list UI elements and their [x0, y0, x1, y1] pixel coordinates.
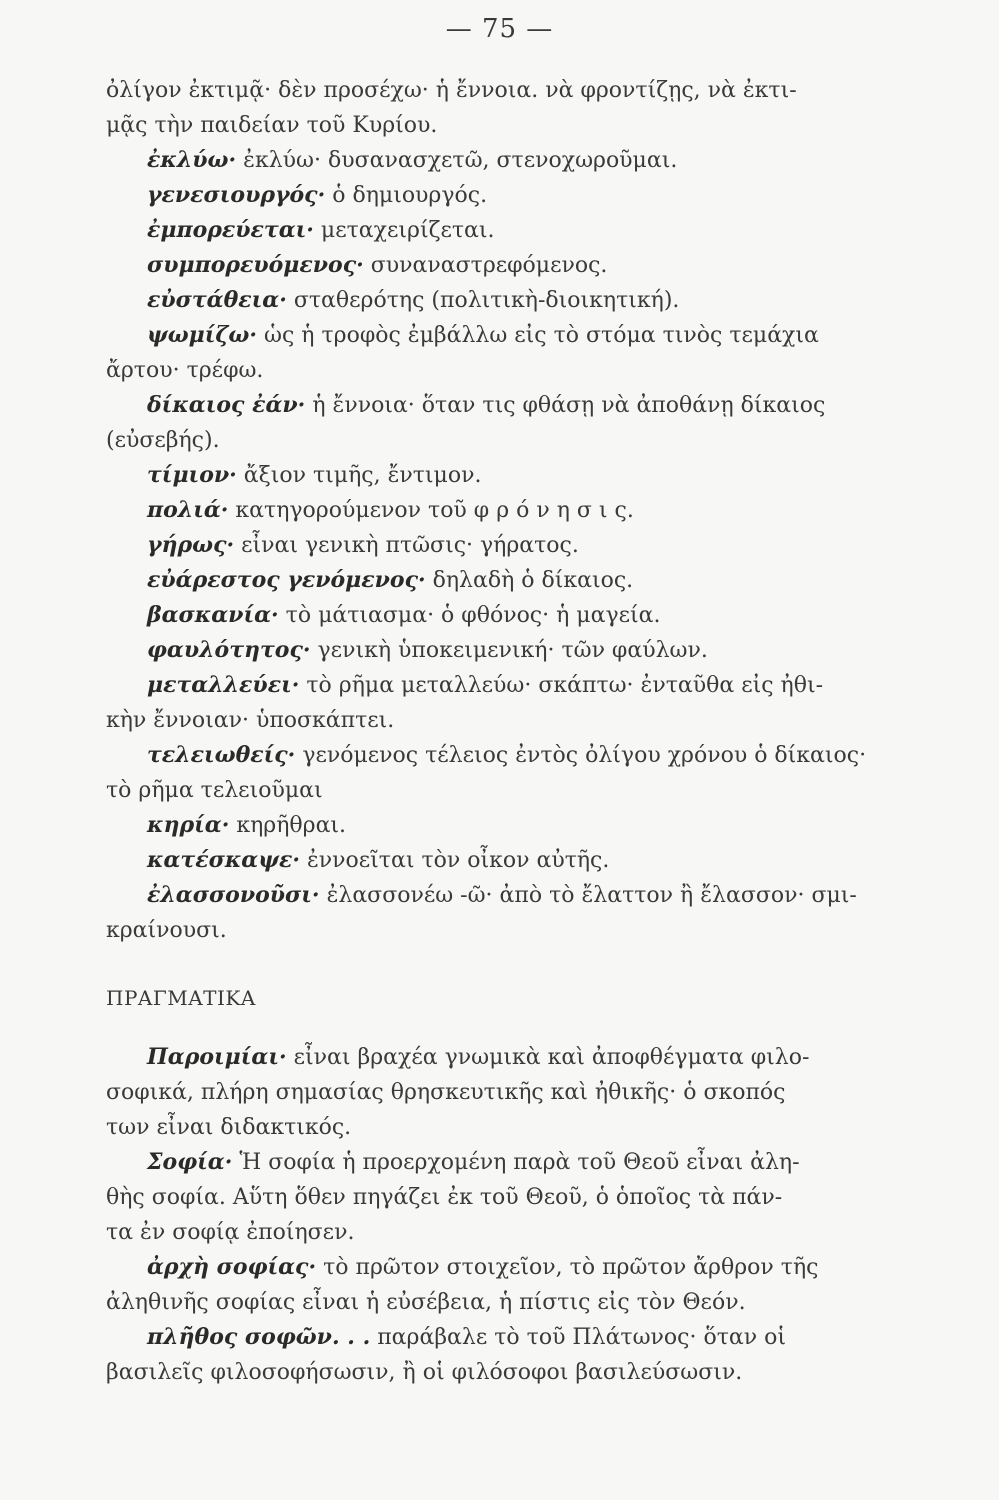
glossary-entry — [106, 178, 896, 213]
glossary-entry — [106, 843, 896, 878]
entry-text: δηλαδὴ ὁ δίκαιος. — [425, 568, 634, 593]
text-line — [106, 1215, 896, 1250]
entry-text: κὴν ἔννοιαν· ὑποσκάπτει. — [106, 708, 395, 733]
entry-term: πλῆθος σοφῶν. . . — [147, 1324, 371, 1350]
entry-text: ὁ δημιουργός. — [325, 183, 488, 208]
pragmatika-entry — [106, 1145, 896, 1250]
text-line — [106, 668, 896, 703]
section-heading: ΠΡΑΓΜΑΤΙΚΑ — [106, 986, 256, 1010]
pragmatika-entries — [106, 1040, 896, 1390]
glossary-entry — [106, 248, 896, 283]
entry-text: ἄρτου· τρέφω. — [106, 358, 264, 383]
entry-text: γενικὴ ὑποκειμενική· τῶν φαύλων. — [310, 638, 708, 663]
glossary-entry — [106, 563, 896, 598]
entry-term: γενεσιουργός· — [147, 182, 326, 208]
entry-text: των εἶναι διδακτικός. — [106, 1115, 352, 1140]
glossary-entry — [106, 668, 896, 738]
entry-text: σοφικά, πλήρη σημασίας θρησκευτικῆς καὶ ἠθικῆς· ὁ σκοπός — [106, 1080, 786, 1105]
text-line — [106, 1040, 896, 1075]
glossary-entry — [106, 738, 896, 808]
entry-term: τίμιον· — [147, 462, 237, 488]
entry-term: τελειωθείς· — [147, 742, 296, 768]
entry-term: κατέσκαψε· — [147, 847, 300, 873]
glossary-entry — [106, 808, 896, 843]
text-line — [106, 108, 896, 143]
entry-text: μεταχειρίζεται. — [313, 218, 495, 243]
entry-term: βασκανία· — [147, 602, 279, 628]
text-line — [106, 1145, 896, 1180]
entry-text: (εὐσεβής). — [106, 428, 220, 453]
glossary-entry — [106, 73, 896, 143]
entry-term: δίκαιος ἐάν· — [147, 392, 306, 418]
glossary-entry — [106, 283, 896, 318]
text-line — [106, 528, 896, 563]
entry-text: βασιλεῖς φιλοσοφήσωσιν, ἢ οἱ φιλόσοφοι βασιλεύσωσιν. — [106, 1360, 743, 1385]
entry-term: ἐκλύω· — [147, 147, 237, 173]
text-line — [106, 388, 896, 423]
glossary-entry — [106, 213, 896, 248]
text-line — [106, 73, 896, 108]
pragmatika-section — [106, 981, 896, 1390]
text-line — [106, 283, 896, 318]
entry-term: ἐλασσονοῦσι· — [147, 882, 320, 908]
entry-term: μεταλλεύει· — [147, 672, 300, 698]
text-line — [106, 318, 896, 353]
entry-text: ἐννοεῖται τὸν οἶκον αὐτῆς. — [299, 848, 610, 873]
pragmatika-entry — [106, 1320, 896, 1390]
glossary-entry — [106, 493, 896, 528]
glossary-entry — [106, 318, 896, 388]
entry-term: ἀρχὴ σοφίας· — [147, 1254, 317, 1280]
entry-text: εἶναι γενικὴ πτῶσις· γήρατος. — [234, 533, 579, 558]
glossary-entry — [106, 458, 896, 493]
text-line — [106, 1285, 896, 1320]
entry-term: Παροιμίαι· — [147, 1044, 287, 1070]
entry-term: γήρως· — [147, 532, 235, 558]
entry-term: εὐστάθεια· — [147, 287, 287, 313]
glossary-entry — [106, 528, 896, 563]
entry-text: ἐλασσονέω -ῶ· ἀπὸ τὸ ἔλαττον ἢ ἔλασσον· σμι- — [319, 883, 857, 908]
entry-text: ὀλίγον ἐκτιμᾷ· δὲν προσέχω· ἡ ἔννοια. νὰ φροντίζῃς, νὰ ἐκτι- — [106, 78, 797, 103]
entry-text: συναναστρεφόμενος. — [363, 253, 608, 278]
entry-text: τὸ μάτιασμα· ὁ φθόνος· ἡ μαγεία. — [278, 603, 661, 628]
text-line — [106, 178, 896, 213]
text-line — [106, 458, 896, 493]
pragmatika-entry — [106, 1250, 896, 1320]
text-line — [106, 1355, 896, 1390]
entry-text: κραίνουσι. — [106, 918, 227, 943]
entry-text: παράβαλε τὸ τοῦ Πλάτωνος· ὅταν οἱ — [370, 1325, 786, 1350]
entry-text: θὴς σοφία. Αὕτη ὅθεν πηγάζει ἐκ τοῦ Θεοῦ, ὁ ὁποῖος τὰ πάν- — [106, 1185, 783, 1210]
text-line — [106, 1075, 896, 1110]
text-line — [106, 598, 896, 633]
text-line — [106, 353, 896, 388]
text-line — [106, 633, 896, 668]
text-line — [106, 1110, 896, 1145]
page-number: — 75 — — [445, 14, 554, 44]
glossary-entry — [106, 598, 896, 633]
text-line — [106, 703, 896, 738]
text-line — [106, 143, 896, 178]
text-line — [106, 843, 896, 878]
glossary-section — [106, 73, 896, 948]
entry-text: ἡ ἔννοια· ὅταν τις φθάσῃ νὰ ἀποθάνῃ δίκαιος — [305, 393, 826, 418]
glossary-entry — [106, 633, 896, 668]
text-line — [106, 493, 896, 528]
text-line — [106, 773, 896, 808]
entry-text: ἄξιον τιμῆς, ἔντιμον. — [236, 463, 482, 488]
entry-term: Σοφία· — [147, 1149, 233, 1175]
pragmatika-entry — [106, 1040, 896, 1145]
entry-text: Ἡ σοφία ἡ προερχομένη παρὰ τοῦ Θεοῦ εἶναι ἀλη- — [232, 1150, 800, 1175]
entry-term: φαυλότητος· — [147, 637, 311, 663]
text-line — [106, 738, 896, 773]
entry-text: κηρῆθραι. — [229, 813, 347, 838]
entry-text: τὸ ρῆμα μεταλλεύω· σκάπτω· ἐνταῦθα εἰς ἠθι- — [299, 673, 824, 698]
entry-term: ἐμπορεύεται· — [147, 217, 314, 243]
entry-term: εὐάρεστος γενόμενος· — [147, 567, 426, 593]
entry-text: ἐκλύω· δυσανασχετῶ, στενοχωροῦμαι. — [236, 148, 678, 173]
text-line — [106, 1320, 896, 1355]
text-line — [106, 808, 896, 843]
glossary-entry — [106, 878, 896, 948]
text-line — [106, 913, 896, 948]
glossary-entry — [106, 143, 896, 178]
text-line — [106, 1180, 896, 1215]
entry-text: εἶναι βραχέα γνωμικὰ καὶ ἀποφθέγματα φιλο- — [286, 1045, 810, 1070]
text-line — [106, 1250, 896, 1285]
entry-text: τὸ ρῆμα τελειοῦμαι — [106, 778, 323, 803]
text-line — [106, 563, 896, 598]
entry-text: σταθερότης (πολιτικὴ-διοικητική). — [286, 288, 680, 313]
entry-term: ψωμίζω· — [147, 322, 258, 348]
entry-text: μᾷς τὴν παιδείαν τοῦ Κυρίου. — [106, 113, 438, 138]
entry-text: γενόμενος τέλειος ἐντὸς ὀλίγου χρόνου ὁ δίκαιος· — [295, 743, 867, 768]
entry-text: τὸ πρῶτον στοιχεῖον, τὸ πρῶτον ἄρθρον τῆς — [316, 1255, 819, 1280]
text-line — [106, 878, 896, 913]
entry-text: κατηγορούμενον τοῦ φ ρ ό ν η σ ι ς. — [228, 498, 634, 523]
entry-text: ὡς ἡ τροφὸς ἐμβάλλω εἰς τὸ στόμα τινὸς τεμάχια — [257, 323, 819, 348]
entry-text: τα ἐν σοφίᾳ ἐποίησεν. — [106, 1220, 355, 1245]
text-line — [106, 248, 896, 283]
entry-term: κηρία· — [147, 812, 230, 838]
entry-term: συμπορευόμενος· — [147, 252, 364, 278]
entry-text: ἀληθινῆς σοφίας εἶναι ἡ εὐσέβεια, ἡ πίστις εἰς τὸν Θεόν. — [106, 1290, 746, 1315]
text-line — [106, 213, 896, 248]
text-line — [106, 423, 896, 458]
entry-term: πολιά· — [147, 497, 229, 523]
glossary-entry — [106, 388, 896, 458]
